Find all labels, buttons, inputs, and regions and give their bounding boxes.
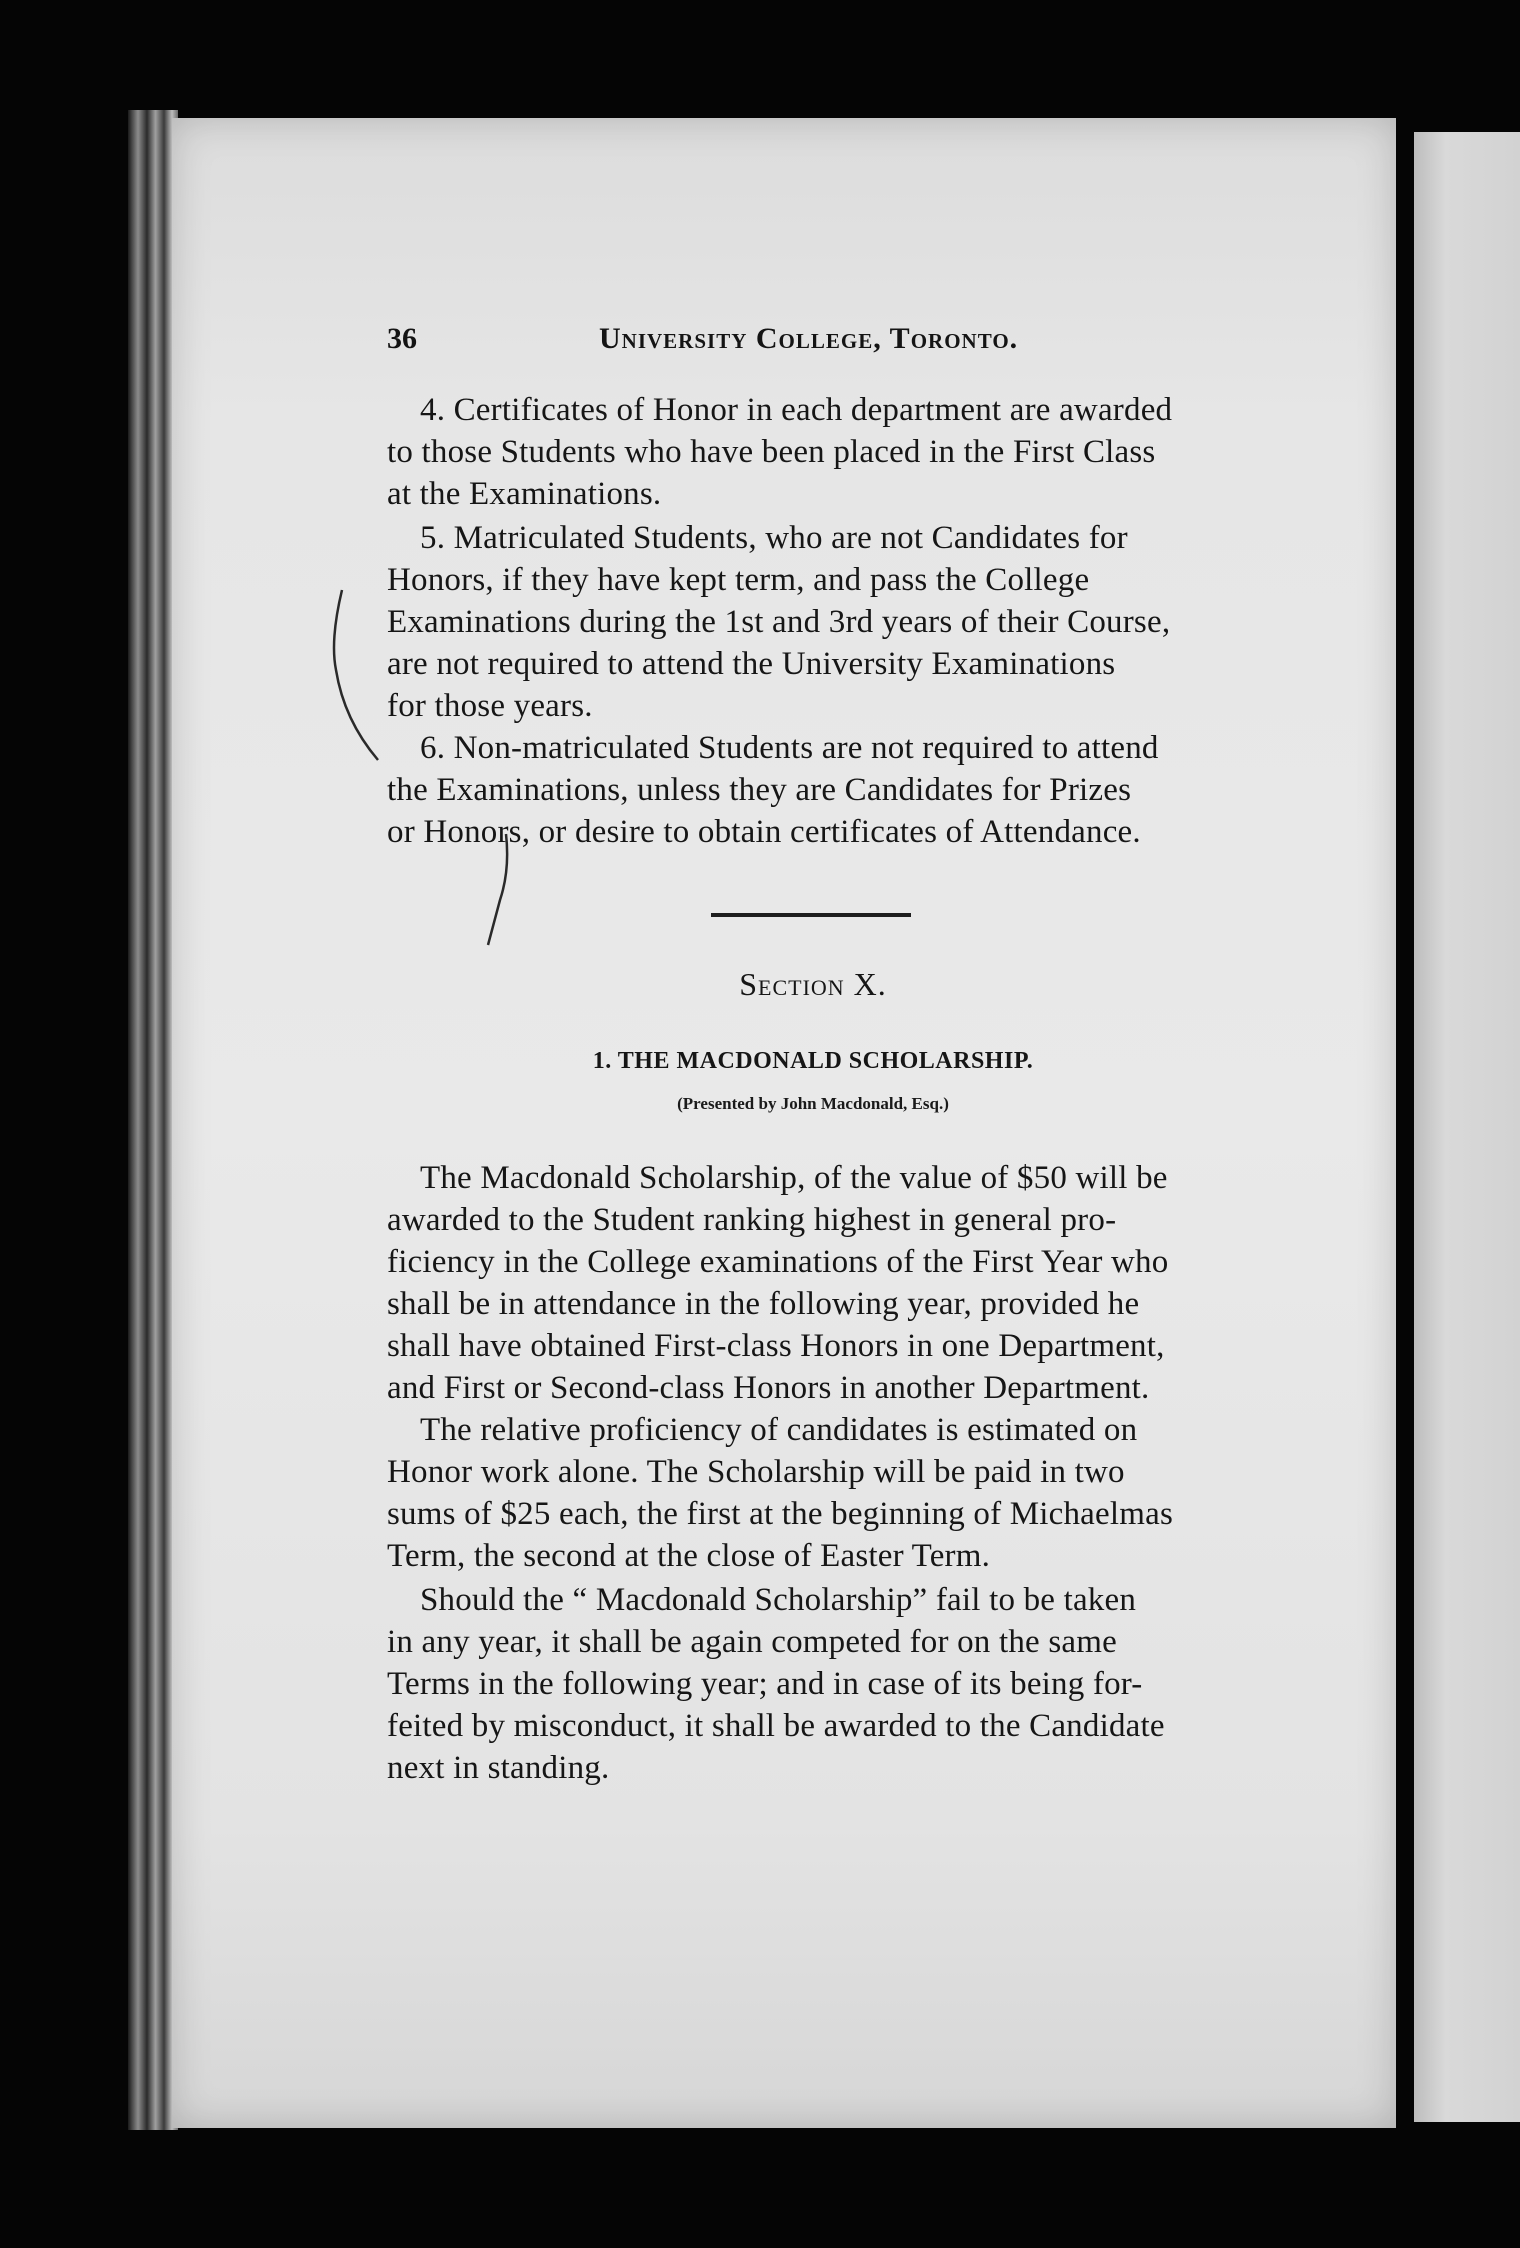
text-line: ficiency in the College examinations of the First Year who [387,1244,1169,1280]
text-line: Terms in the following year; and in case of its being for- [387,1666,1143,1702]
text-line: awarded to the Student ranking highest in general pro- [387,1202,1117,1238]
text-line: the Examinations, unless they are Candidates for Prizes [387,772,1132,808]
text-line: or Honors, or desire to obtain certificates of Attendance. [387,814,1141,850]
text-line: The relative proficiency of candidates is estimated on [420,1412,1138,1448]
text-line: shall be in attendance in the following year, provided he [387,1286,1140,1322]
page-header [387,322,1047,366]
text-line: The Macdonald Scholarship, of the value of $50 will be [420,1160,1168,1196]
text-line: for those years. [387,688,593,724]
text-line: Should the “ Macdonald Scholarship” fail to be taken [420,1582,1137,1618]
text-line: sums of $25 each, the first at the beginning of Michaelmas [387,1496,1173,1532]
text-line: are not required to attend the University Examinations [387,646,1116,682]
section-title: Section X. [739,966,887,1002]
text-line: 5. Matriculated Students, who are not Candidates for [420,520,1128,556]
text-line: next in standing. [387,1750,610,1786]
text-line: Honors, if they have kept term, and pass the College [387,562,1090,598]
text-line: in any year, it shall be again competed for on the same [387,1624,1117,1660]
section-divider [711,913,911,917]
text-line: at the Examinations. [387,476,662,512]
text-line: to those Students who have been placed in the First Class [387,434,1156,470]
text-line: Examinations during the 1st and 3rd years of their Course, [387,604,1171,640]
text-line: shall have obtained First-class Honors in one Department, [387,1328,1165,1364]
text-line: Term, the second at the close of Easter Term. [387,1538,991,1574]
text-line: Honor work alone. The Scholarship will be paid in two [387,1454,1125,1490]
text-line: 4. Certificates of Honor in each department are awarded [420,392,1173,428]
page-number: 36 [387,322,417,355]
presented-by-note: (Presented by John Macdonald, Esq.) [677,1094,949,1113]
section-subheading: 1. THE MACDONALD SCHOLARSHIP. [592,1048,1034,1074]
text-line: and First or Second-class Honors in another Department. [387,1370,1150,1406]
text-line: feited by misconduct, it shall be awarded to the Candidate [387,1708,1165,1744]
adjacent-page-edge [1414,132,1520,2122]
running-head: University College, Toronto. [599,322,1019,355]
text-line: 6. Non-matriculated Students are not required to attend [420,730,1159,766]
book-spine-edge [128,110,178,2130]
